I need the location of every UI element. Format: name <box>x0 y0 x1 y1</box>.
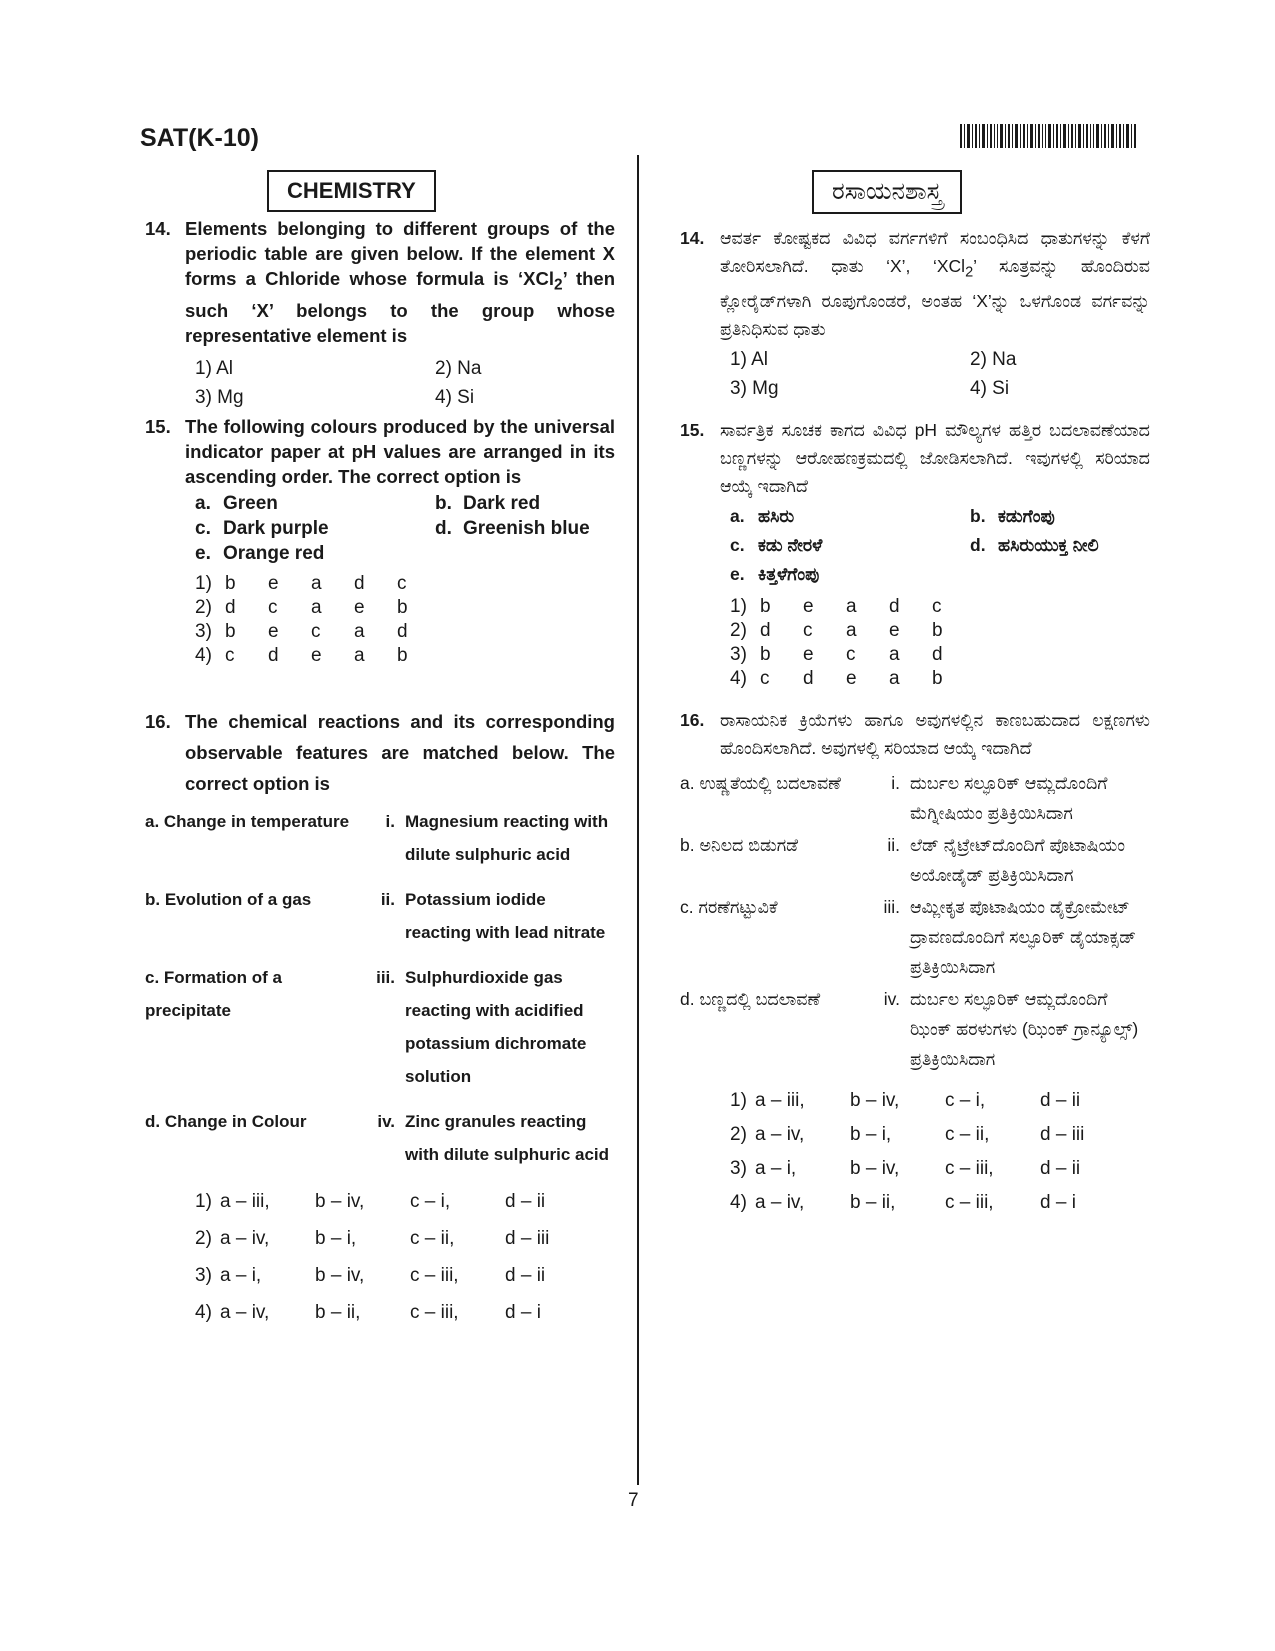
order-options <box>730 595 1150 691</box>
order-row: 3) b e c a d <box>730 644 943 665</box>
question-number: 14. <box>145 218 171 239</box>
option: 3) Mg <box>195 386 244 408</box>
order-row: 2) d c a e b <box>730 620 943 641</box>
order-row: 1) b e a d c <box>730 596 942 617</box>
question-15 <box>680 416 1150 691</box>
match-row: c. Formation of a precipitate iii. Sulphurdioxide gas reacting with acidified potassium dichromate solution <box>145 968 587 1086</box>
question-14 <box>145 216 615 412</box>
match-row: d. Change in Colour iv. Zinc granules reacting with dilute sulphuric acid <box>145 1112 610 1164</box>
answer-options <box>195 1183 615 1331</box>
list-item: d. ಹಸಿರುಯುಕ್ತ ನೀಲಿ <box>970 535 1099 555</box>
list-item: c. Dark purple <box>195 518 329 539</box>
question-16 <box>680 706 1150 1220</box>
option: 3) Mg <box>730 377 779 399</box>
match-table <box>145 805 615 1171</box>
option: 2) Na <box>970 348 1017 370</box>
question-text: ರಾಸಾಯನಿಕ ಕ್ರಿಯೆಗಳು ಹಾಗೂ ಅವುಗಳಲ್ಲಿನ ಕಾಣಬಹುದಾದ ಲಕ್ಷಣಗಳು ಹೊಂದಿಸಲಾಗಿದೆ. ಅವುಗಳಲ್ಲಿ ಸರಿಯಾದ ಆಯ್ಕೆ ಇದಾಗಿದೆ <box>720 710 1150 758</box>
order-row: 3) b e c a d <box>195 621 408 642</box>
question-16 <box>145 706 615 1331</box>
order-options <box>195 572 615 668</box>
answer-row: 3) a – i, b – iv, c – iii, d – ii <box>730 1158 1081 1179</box>
match-row: a. ಉಷ್ಣತೆಯಲ್ಲಿ ಬದಲಾವಣೆ i. ದುರ್ಬಲ ಸಲ್ಫೂರಿಕ್ ಆಮ್ಲದೊಂದಿಗೆ ಮೆಗ್ನೀಷಿಯಂ ಪ್ರತಿಕ್ರಿಯಿಸಿದಾಗ <box>680 773 1108 823</box>
option: 4) Si <box>970 377 1010 399</box>
question-number: 16. <box>145 711 171 732</box>
answer-options <box>195 354 615 412</box>
answer-options <box>730 345 1150 403</box>
answer-row: 2) a – iv, b – i, c – ii, d – iii <box>195 1228 550 1249</box>
option: 4) Si <box>435 386 475 408</box>
list-item: e. Orange red <box>195 543 325 564</box>
colour-list <box>195 491 615 566</box>
section-heading: CHEMISTRY <box>267 170 436 212</box>
question-text: ಸಾರ್ವತ್ರಿಕ ಸೂಚಕ ಕಾಗದ ವಿವಿಧ pH ಮೌಲ್ಯಗಳ ಹತ್ತಿರ ಬದಲಾವಣೆಯಾದ ಬಣ್ಣಗಳನ್ನು ಆರೋಹಣಕ್ರಮದಲ್ಲಿ ಜೋಡಿಸಲಾಗಿದೆ. ಇವುಗಳಲ್ಲಿ ಸರಿಯಾದ ಆಯ್ಕೆ ಇದಾಗಿದೆ <box>720 420 1150 496</box>
match-row: b. ಅನಿಲದ ಬಿಡುಗಡೆ ii. ಲೆಡ್ ನೈಟ್ರೇಟ್‌ದೊಂದಿಗೆ ಪೊಟಾಷಿಯಂ ಅಯೋಡೈಡ್ ಪ್ರತಿಕ್ರಿಯಿಸಿದಾಗ <box>680 835 1126 885</box>
question-number: 14. <box>680 228 705 248</box>
question-number: 16. <box>680 710 705 730</box>
answer-options <box>730 1084 1150 1220</box>
answer-row: 1) a – iii, b – iv, c – i, d – ii <box>195 1191 546 1212</box>
page-number: 7 <box>628 1490 639 1511</box>
question-text: Elements belonging to different groups of the periodic table are given below. If the element X forms a Chloride whose formula is ‘XCl$_2$’ then such ‘X’ belongs to the group whose representative element is <box>185 218 616 346</box>
order-row: 2) d c a e b <box>195 597 408 618</box>
answer-row: 4) a – iv, b – ii, c – iii, d – i <box>195 1302 541 1323</box>
list-item: c. ಕಡು ನೇರಳೆ <box>730 535 823 555</box>
order-row: 4) c d e a b <box>730 668 943 689</box>
option: 1) Al <box>195 357 234 379</box>
list-item: d. Greenish blue <box>435 518 590 539</box>
list-item: b. Dark red <box>435 493 541 514</box>
page-code: SAT(K-10) <box>140 124 259 152</box>
question-text: The following colours produced by the universal indicator paper at pH values are arranged in its ascending order. The correct option is <box>185 416 615 487</box>
english-column <box>145 170 616 1323</box>
list-item: e. ಕಿತ್ತಳೆಗೆಂಪು <box>730 564 820 584</box>
list-item: b. ಕಡುಗೆಂಪು <box>970 506 1055 526</box>
kannada-column <box>680 170 1150 1213</box>
answer-row: 4) a – iv, b – ii, c – iii, d – i <box>730 1192 1076 1213</box>
option: 2) Na <box>435 357 482 379</box>
order-row: 4) c d e a b <box>195 645 408 666</box>
match-row: d. ಬಣ್ಣದಲ್ಲಿ ಬದಲಾವಣೆ iv. ದುರ್ಬಲ ಸಲ್ಫೂರಿಕ್ ಆಮ್ಲದೊಂದಿಗೆ ಝಿಂಕ್ ಹರಳುಗಳು (ಝಿಂಕ್ ಗ್ರಾನ್ಯೂಲ್ಸ್) ಪ್ರತಿಕ್ರಿಯಿಸಿದಾಗ <box>680 989 1139 1069</box>
list-item: a. Green <box>195 493 278 514</box>
question-text: The chemical reactions and its corresponding observable features are matched below. The correct option is <box>185 711 615 794</box>
question-15 <box>145 414 615 668</box>
colour-list <box>730 502 1150 589</box>
section-heading: ರಸಾಯನಶಾಸ್ತ್ರ <box>812 170 962 214</box>
answer-row: 3) a – i, b – iv, c – iii, d – ii <box>195 1265 546 1286</box>
match-row: a. Change in temperature i. Magnesium reacting with dilute sulphuric acid <box>145 812 609 864</box>
match-table <box>680 768 1150 1074</box>
barcode-icon <box>960 124 1138 148</box>
match-row: c. ಗರಣೆಗಟ್ಟುವಿಕೆ iii. ಆಮ್ಲೀಕೃತ ಪೊಟಾಷಿಯಂ ಡೈಕ್ರೋಮೇಟ್ ದ್ರಾವಣದೊಂದಿಗೆ ಸಲ್ಫೂರಿಕ್ ಡೈಯಾಕ್ಸಡ್ ಪ್ರತಿಕ್ರಿಯಿಸಿದಾಗ <box>680 897 1137 977</box>
answer-row: 1) a – iii, b – iv, c – i, d – ii <box>730 1090 1081 1111</box>
list-item: a. ಹಸಿರು <box>730 506 795 526</box>
question-number: 15. <box>145 416 171 437</box>
question-number: 15. <box>680 420 705 440</box>
question-14 <box>680 224 1150 403</box>
order-row: 1) b e a d c <box>195 573 407 594</box>
column-divider <box>637 155 639 1485</box>
question-text: ಆವರ್ತ ಕೋಷ್ಟಕದ ವಿವಿಧ ವರ್ಗಗಳಿಗೆ ಸಂಬಂಧಿಸಿದ ಧಾತುಗಳನ್ನು ಕೆಳಗೆ ತೋರಿಸಲಾಗಿದೆ. ಧಾತು ‘X’, ‘XCl$_2$’ ಸೂತ್ರವನ್ನು ಹೊಂದಿರುವ ಕ್ಲೋರೈಡ್‌ಗಳಾಗಿ ರೂಪುಗೊಂಡರೆ, ಅಂತಹ ‘X’ನ್ನು ಒಳಗೊಂಡ ವರ್ಗವನ್ನು ಪ್ರತಿನಿಧಿಸುವ ಧಾತು <box>720 228 1150 339</box>
match-row: b. Evolution of a gas ii. Potassium iodide reacting with lead nitrate <box>145 890 606 942</box>
answer-row: 2) a – iv, b – i, c – ii, d – iii <box>730 1124 1085 1145</box>
option: 1) Al <box>730 348 769 370</box>
